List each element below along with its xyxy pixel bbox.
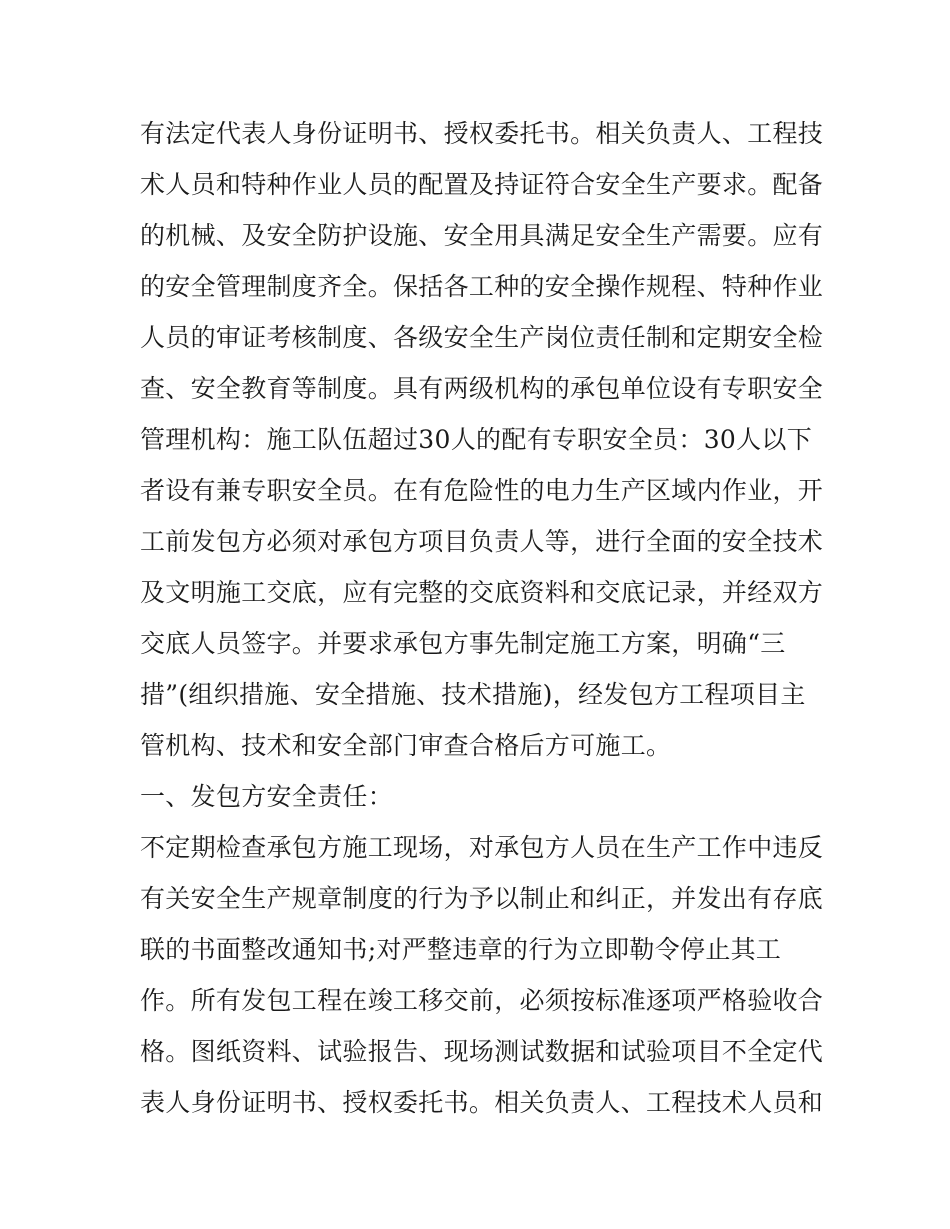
text-line: 不定期检查承包方施工现场，对承包方人员在生产工作中违反 — [140, 833, 824, 862]
text-line: 及文明施工交底，应有完整的交底资料和交底记录，并经双方 — [140, 578, 824, 607]
text-line: 术人员和特种作业人员的配置及持证符合安全生产要求。配备 — [140, 170, 824, 199]
text-line: 的安全管理制度齐全。保括各工种的安全操作规程、特种作业 — [140, 272, 824, 301]
text-line: 格。图纸资料、试验报告、现场测试数据和试验项目不全定代 — [140, 1037, 824, 1066]
text-line: 有关安全生产规章制度的行为予以制止和纠正，并发出有存底 — [140, 884, 824, 913]
text-line: 作。所有发包工程在竣工移交前，必须按标准逐项严格验收合 — [140, 986, 824, 1015]
text-line: 的机械、及安全防护设施、安全用具满足安全生产需要。应有 — [140, 221, 824, 250]
text-line: 者设有兼专职安全员。在有危险性的电力生产区域内作业，开 — [140, 476, 824, 505]
text-line: 联的书面整改通知书;对严整违章的行为立即勒令停止其工 — [140, 935, 782, 964]
text-line: 表人身份证明书、授权委托书。相关负责人、工程技术人员和 — [140, 1088, 824, 1117]
text-line: 工前发包方必须对承包方项目负责人等，进行全面的安全技术 — [140, 527, 824, 556]
document-body — [140, 108, 830, 1128]
text-line: 有法定代表人身份证明书、授权委托书。相关负责人、工程技 — [140, 119, 824, 148]
text-line: 人员的审证考核制度、各级安全生产岗位责任制和定期安全检 — [140, 323, 824, 352]
text-line: 交底人员签字。并要求承包方事先制定施工方案，明确“三 — [140, 629, 786, 658]
text-line: 措”(组织措施、安全措施、技术措施)，经发包方工程项目主 — [140, 680, 806, 709]
section-heading: 一、发包方安全责任： — [140, 782, 394, 811]
text-line: 管机构、技术和安全部门审查合格后方可施工。 — [140, 731, 672, 760]
text-line: 查、安全教育等制度。具有两级机构的承包单位设有专职安全 — [140, 374, 824, 403]
text-line: 管理机构：施工队伍超过30人的配有专职安全员：30人以下 — [140, 425, 813, 454]
